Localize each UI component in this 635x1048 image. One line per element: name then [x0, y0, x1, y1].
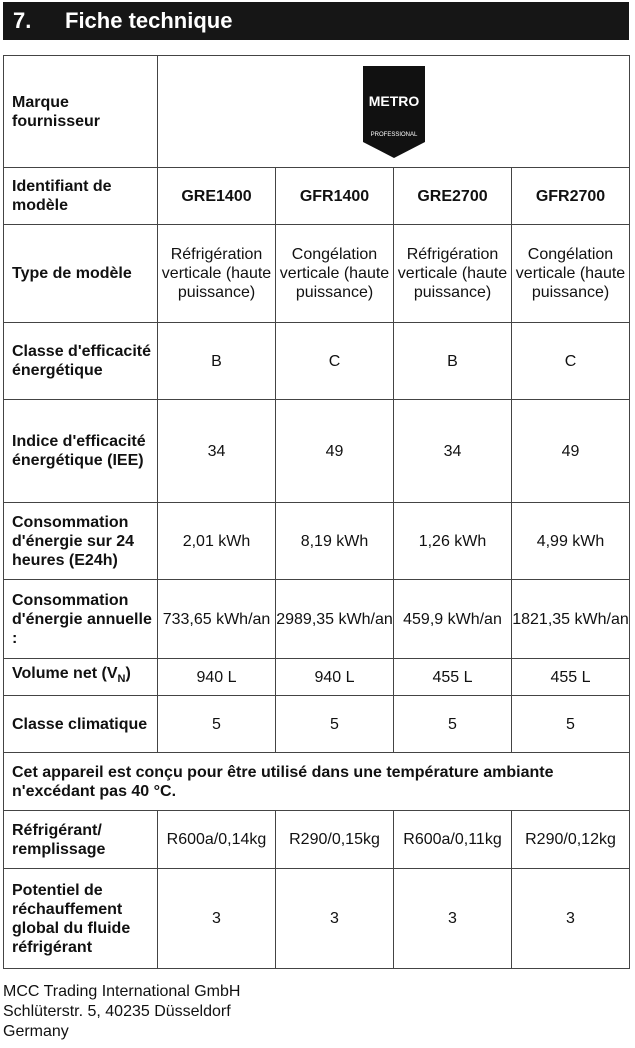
model-header: GFR1400	[276, 168, 394, 225]
volume-label-sub: N	[117, 673, 126, 686]
cell-value: 3	[512, 869, 630, 969]
model-id-label: Identifiant de modèle	[4, 168, 158, 225]
cell-value: 2989,35 kWh/an	[276, 580, 394, 659]
gwp-row	[4, 869, 630, 969]
energy-class-row	[4, 323, 630, 400]
cell-value: 5	[394, 696, 512, 753]
row-label: Réfrigérant/ remplissage	[4, 811, 158, 869]
refrigerant-row	[4, 811, 630, 869]
cell-value: R600a/0,14kg	[158, 811, 276, 869]
cell-value: R600a/0,11kg	[394, 811, 512, 869]
cell-value: 49	[512, 400, 630, 503]
cell-value: 2,01 kWh	[158, 503, 276, 580]
metro-logo	[361, 66, 427, 158]
note-row	[4, 753, 630, 811]
row-label: Potentiel de réchauffement global du fluide réfrigérant	[4, 869, 158, 969]
cell-value: 5	[276, 696, 394, 753]
section-number: 7.	[13, 8, 32, 33]
energy-index-row	[4, 400, 630, 503]
model-header: GFR2700	[512, 168, 630, 225]
spec-table	[3, 55, 630, 969]
row-label: Consommation d'énergie annuelle :	[4, 580, 158, 659]
model-type-row	[4, 225, 630, 323]
cell-value: 3	[158, 869, 276, 969]
brand-label: Marque fournisseur	[4, 56, 158, 168]
manufacturer-address	[3, 982, 240, 1042]
brand-logo-cell	[158, 56, 630, 168]
cell-value: Réfrigération verticale (haute puissance)	[158, 225, 276, 323]
consumption-24h-row	[4, 503, 630, 580]
cell-value: 940 L	[158, 659, 276, 696]
cell-value: 34	[158, 400, 276, 503]
cell-value: 455 L	[394, 659, 512, 696]
row-label: Classe climatique	[4, 696, 158, 753]
cell-value: B	[158, 323, 276, 400]
section-header	[3, 2, 629, 40]
cell-value: Réfrigération verticale (haute puissance)	[394, 225, 512, 323]
street-address: Schlüterstr. 5, 40235 Düsseldorf	[3, 1003, 231, 1020]
cell-value: 34	[394, 400, 512, 503]
cell-value: Congélation verticale (haute puissance)	[512, 225, 630, 323]
cell-value: 5	[512, 696, 630, 753]
model-id-row	[4, 168, 630, 225]
cell-value: 733,65 kWh/an	[158, 580, 276, 659]
logo-brand-text: METRO	[368, 92, 419, 109]
row-label: Consommation d'énergie sur 24 heures (E24h)	[4, 503, 158, 580]
cell-value: 5	[158, 696, 276, 753]
row-label: Type de modèle	[4, 225, 158, 323]
logo-subtitle-text: PROFESSIONAL	[370, 131, 417, 138]
cell-value: 1821,35 kWh/an	[512, 580, 630, 659]
cell-value: 1,26 kWh	[394, 503, 512, 580]
country: Germany	[3, 1023, 69, 1040]
cell-value: C	[276, 323, 394, 400]
cell-value: R290/0,12kg	[512, 811, 630, 869]
climate-class-row	[4, 696, 630, 753]
model-header: GRE2700	[394, 168, 512, 225]
company-name: MCC Trading International GmbH	[3, 983, 241, 1000]
section-title: Fiche technique	[65, 8, 233, 33]
row-label: Indice d'efficacité énergétique (IEE)	[4, 400, 158, 503]
cell-value: 940 L	[276, 659, 394, 696]
cell-value: 3	[394, 869, 512, 969]
brand-row	[4, 56, 630, 168]
cell-value: 49	[276, 400, 394, 503]
volume-label-end: )	[125, 665, 131, 683]
net-volume-row	[4, 659, 630, 696]
cell-value: 459,9 kWh/an	[394, 580, 512, 659]
cell-value: C	[512, 323, 630, 400]
row-label	[4, 659, 158, 696]
cell-value: 455 L	[512, 659, 630, 696]
cell-value: 4,99 kWh	[512, 503, 630, 580]
cell-value: R290/0,15kg	[276, 811, 394, 869]
volume-label-main: Volume net (V	[12, 665, 118, 683]
cell-value: 8,19 kWh	[276, 503, 394, 580]
model-header: GRE1400	[158, 168, 276, 225]
ambient-temperature-note: Cet appareil est conçu pour être utilisé dans une température ambiante n'excédant pas 40 °C.	[4, 753, 630, 811]
row-label: Classe d'efficacité énergétique	[4, 323, 158, 400]
cell-value: 3	[276, 869, 394, 969]
cell-value: Congélation verticale (haute puissance)	[276, 225, 394, 323]
annual-consumption-row	[4, 580, 630, 659]
cell-value: B	[394, 323, 512, 400]
